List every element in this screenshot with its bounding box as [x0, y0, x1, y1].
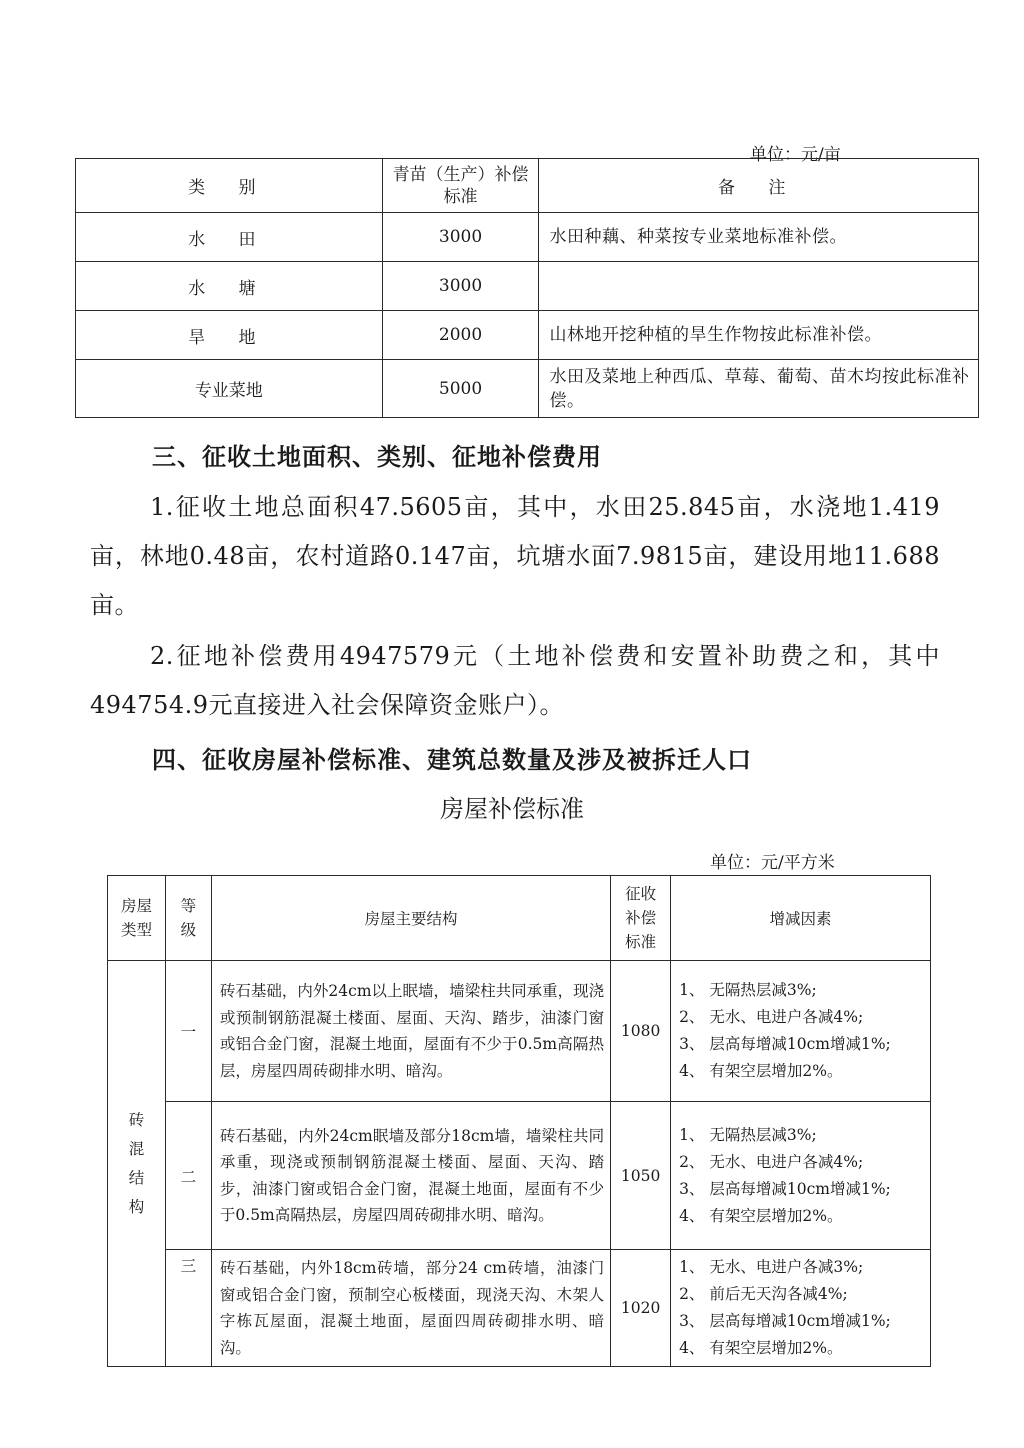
factor-item: 3、 层高每增减10cm增减1%;	[679, 1035, 891, 1053]
unit-label: 单位：元/平方米	[710, 853, 835, 873]
standard-cell: 1020	[611, 1250, 671, 1367]
factor-item: 2、 前后无天沟各减4%;	[679, 1285, 848, 1303]
table-row	[76, 311, 979, 360]
header-remark: 备 注	[539, 159, 979, 213]
grade-cell: 一	[165, 961, 211, 1102]
structure-cell: 砖石基础，内外24cm以上眠墙，墙梁柱共同承重，现浇或预制钢筋混凝土楼面、屋面、天沟、踏步，油漆门窗或铝合金门窗，混凝土地面，屋面有不少于0.5m高隔热层，房屋四周砖砌排水明、暗沟。	[211, 961, 610, 1102]
seedling-compensation-table	[75, 158, 979, 418]
house-type-label: 砖混结构	[128, 1110, 145, 1216]
house-compensation-table	[107, 875, 931, 1367]
factors-cell	[671, 961, 931, 1102]
table-row	[108, 961, 931, 1102]
table-row	[76, 360, 979, 418]
category-cell: 水 田	[76, 213, 383, 262]
factor-item: 1、 无水、电进户各减3%;	[679, 1258, 864, 1276]
standard-cell: 2000	[382, 311, 539, 360]
section-3-paragraph-1: 1.征收土地总面积47.5605亩，其中，水田25.845亩，水浇地1.419亩，林地0.48亩，农村道路0.147亩，坑塘水面7.9815亩，建设用地11.688亩。	[90, 493, 940, 619]
factor-item: 3、 层高每增减10cm增减1%;	[679, 1312, 891, 1330]
category-cell: 专业菜地	[76, 360, 383, 418]
table-row	[76, 262, 979, 311]
factors-cell	[671, 1250, 931, 1367]
remark-cell: 山林地开挖种植的旱生作物按此标准补偿。	[539, 311, 979, 360]
factor-item: 2、 无水、电进户各减4%;	[679, 1152, 864, 1171]
header-factors: 增减因素	[671, 876, 931, 961]
category-cell: 水 塘	[76, 262, 383, 311]
table-row	[108, 1102, 931, 1250]
remark-cell: 水田及菜地上种西瓜、草莓、葡萄、苗木均按此标准补偿。	[539, 360, 979, 418]
header-standard: 征收补偿标准	[611, 876, 671, 961]
factor-item: 4、 有架空层增加2%。	[679, 1206, 843, 1225]
house-table-title: 房屋补偿标准	[440, 795, 584, 823]
structure-cell: 砖石基础，内外24cm眠墙及部分18cm墙，墙梁柱共同承重，现浇或预制钢筋混凝土楼面、屋面、天沟、踏步，油漆门窗或铝合金门窗，混凝土地面，屋面有不少于0.5m高隔热层，房屋四周砖砌排水明、暗沟。	[211, 1102, 610, 1250]
factors-cell	[671, 1102, 931, 1250]
unit-label: 单位：元/亩	[750, 145, 841, 165]
standard-cell: 5000	[382, 360, 539, 418]
grade-cell: 三	[165, 1250, 211, 1367]
factor-item: 1、 无隔热层减3%;	[679, 1125, 817, 1144]
standard-cell: 3000	[382, 262, 539, 311]
factor-item: 2、 无水、电进户各减4%;	[679, 1008, 864, 1026]
header-category: 类 别	[76, 159, 383, 213]
structure-cell: 砖石基础，内外18cm砖墙，部分24 cm砖墙，油漆门窗或铝合金门窗，预制空心板楼面，现浇天沟、木架人字栋瓦屋面，混凝土地面，屋面四周砖砌排水明、暗沟。	[211, 1250, 610, 1367]
table-header-row	[76, 159, 979, 213]
section-3-paragraph-2: 2.征地补偿费用4947579元（土地补偿费和安置补助费之和，其中494754.9元直接进入社会保障资金账户）。	[90, 642, 940, 719]
factor-item: 3、 层高每增减10cm增减1%;	[679, 1179, 891, 1198]
table-row	[108, 1250, 931, 1367]
house-type-cell	[108, 961, 166, 1367]
table-header-row	[108, 876, 931, 961]
standard-cell: 1050	[611, 1102, 671, 1250]
factor-item: 4、 有架空层增加2%。	[679, 1339, 843, 1357]
standard-cell: 3000	[382, 213, 539, 262]
header-structure: 房屋主要结构	[211, 876, 610, 961]
remark-cell: 水田种藕、种菜按专业菜地标准补偿。	[539, 213, 979, 262]
remark-cell	[539, 262, 979, 311]
factor-item: 1、 无隔热层减3%;	[679, 981, 817, 999]
header-grade: 等级	[165, 876, 211, 961]
table-row	[76, 213, 979, 262]
section-3-heading: 三、征收土地面积、类别、征地补偿费用	[152, 442, 602, 471]
section-4-heading: 四、征收房屋补偿标准、建筑总数量及涉及被拆迁人口	[152, 745, 752, 774]
grade-cell: 二	[165, 1102, 211, 1250]
header-standard: 青苗（生产）补偿标准	[382, 159, 539, 213]
header-house-type: 房屋类型	[108, 876, 166, 961]
category-cell: 旱 地	[76, 311, 383, 360]
factor-item: 4、 有架空层增加2%。	[679, 1062, 843, 1080]
standard-cell: 1080	[611, 961, 671, 1102]
